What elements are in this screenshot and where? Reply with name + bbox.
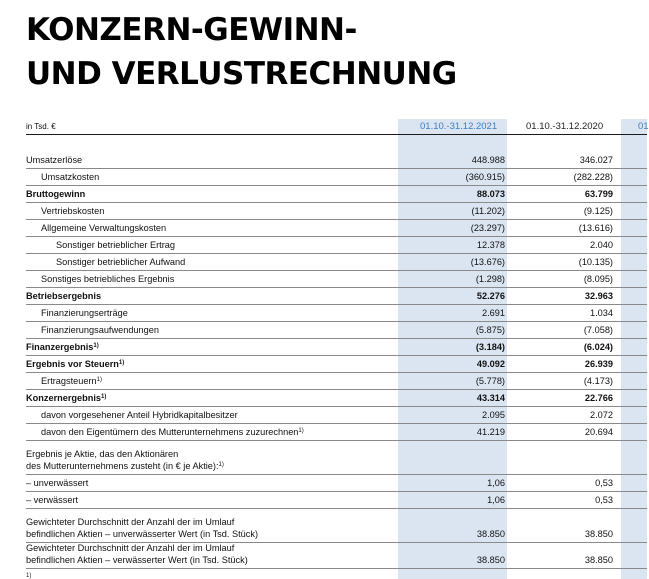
value-2020: 2.072 xyxy=(590,410,613,420)
table-row xyxy=(26,304,647,322)
table-row xyxy=(26,355,647,373)
value-2020: (7.058) xyxy=(583,325,613,335)
value-2021: 43.314 xyxy=(476,393,505,403)
label-text-line-2: befindlichen Aktien – unverwässerter Wert (in Tsd. Stück) xyxy=(26,529,259,539)
value-2020: (282.228) xyxy=(573,172,613,182)
value-2021: (23.297) xyxy=(470,223,505,233)
table-row xyxy=(26,338,647,356)
row-label: Betriebsergebnis xyxy=(26,291,102,301)
unit-label: in Tsd. € xyxy=(26,122,56,131)
value-2021: 12.378 xyxy=(476,240,505,250)
value-2021: 41.219 xyxy=(476,427,505,437)
table-row xyxy=(26,253,647,271)
table-row xyxy=(26,202,647,220)
value-2020: (9.125) xyxy=(583,206,613,216)
row-label: Vertriebskosten xyxy=(41,206,105,216)
row-label: – verwässert xyxy=(26,495,79,505)
footnote-marker: 1) xyxy=(298,428,304,434)
row-label xyxy=(26,392,106,404)
row-label: Bruttogewinn xyxy=(26,189,86,199)
value-2020: 22.766 xyxy=(584,393,613,403)
value-2020: 0,53 xyxy=(595,495,613,505)
value-2021: 49.092 xyxy=(476,359,505,369)
table-row xyxy=(26,423,647,441)
value-2020: 38.850 xyxy=(584,555,613,565)
value-2021: 448.988 xyxy=(471,155,505,165)
value-2021: 52.276 xyxy=(476,291,505,301)
value-2020: (13.616) xyxy=(578,223,613,233)
label-text: Gewichteter Durchschnitt der Anzahl der im Umlauf xyxy=(26,517,235,527)
value-2020: (6.024) xyxy=(583,342,613,352)
label-text: Ertragsteuern xyxy=(41,376,97,386)
row-label: davon vorgesehener Anteil Hybridkapitalbesitzer xyxy=(41,410,238,420)
table-row xyxy=(26,534,647,569)
value-2021: (13.676) xyxy=(470,257,505,267)
value-2021: (360.915) xyxy=(465,172,505,182)
value-2021: 1,06 xyxy=(487,478,505,488)
column-header-2020: 01.10.-31.12.2020 xyxy=(526,121,604,132)
row-label: Sonstiges betriebliches Ergebnis xyxy=(41,274,175,284)
value-2020: 346.027 xyxy=(579,155,613,165)
row-label xyxy=(41,426,304,438)
footnote-marker: 1) xyxy=(101,394,107,400)
value-2020: 38.850 xyxy=(584,529,613,539)
table-row xyxy=(26,372,647,390)
value-2020: 63.799 xyxy=(584,189,613,199)
row-label: Sonstiger betrieblicher Aufwand xyxy=(56,257,186,267)
row-label: Allgemeine Verwaltungskosten xyxy=(41,223,167,233)
table-row xyxy=(26,440,647,475)
table-row xyxy=(26,474,647,492)
footnote-marker-bottom: 1) xyxy=(26,573,32,579)
table-row xyxy=(26,321,647,339)
label-text-line-2: befindlichen Aktien – verwässerter Wert (in Tsd. Stück) xyxy=(26,555,248,565)
value-2021: 38.850 xyxy=(476,529,505,539)
table-row xyxy=(26,236,647,254)
table-row xyxy=(26,389,647,407)
value-2021: 38.850 xyxy=(476,555,505,565)
title-line-2: UND VERLUSTRECHNUNG xyxy=(26,56,457,92)
footnote-marker: 1) xyxy=(118,360,125,366)
row-label xyxy=(41,375,102,387)
row-label: Sonstiger betrieblicher Ertrag xyxy=(56,240,175,250)
value-2021: 2.691 xyxy=(482,308,505,318)
table-row xyxy=(26,287,647,305)
value-2021: 1,06 xyxy=(487,495,505,505)
value-2020: (4.173) xyxy=(583,376,613,386)
table-row xyxy=(26,168,647,186)
title-line-1: KONZERN-GEWINN- xyxy=(26,12,357,48)
value-2020: 20.694 xyxy=(584,427,613,437)
footnote-marker: 1) xyxy=(93,343,99,349)
table-row xyxy=(26,406,647,424)
value-2020: 2.040 xyxy=(590,240,613,250)
table-row xyxy=(26,219,647,237)
row-label: Umsatzerlöse xyxy=(26,155,83,165)
row-label xyxy=(26,448,224,472)
label-text: Gewichteter Durchschnitt der Anzahl der im Umlauf xyxy=(26,543,235,553)
footnote-marker: 1) xyxy=(218,462,224,468)
value-2021: (5.875) xyxy=(475,325,505,335)
value-2021: 2.095 xyxy=(482,410,505,420)
table-row xyxy=(26,151,647,169)
footnote-marker: 1) xyxy=(96,377,103,383)
value-2020: 1.034 xyxy=(590,308,613,318)
table-row xyxy=(26,270,647,288)
page-title xyxy=(26,8,457,96)
label-text: Ergebnis je Aktie, das den Aktionären xyxy=(26,449,179,459)
table-row xyxy=(26,491,647,509)
header-rule xyxy=(26,134,647,135)
value-2021: (11.202) xyxy=(471,206,505,216)
row-label: Finanzierungserträge xyxy=(41,308,128,318)
row-label: Umsatzkosten xyxy=(41,172,100,182)
label-text: Konzernergebnis xyxy=(26,393,102,403)
value-2020: (8.095) xyxy=(583,274,613,284)
value-2021: 88.073 xyxy=(476,189,505,199)
label-text: davon den Eigentümern des Mutterunternehmens zuzurechnen xyxy=(41,427,299,437)
label-text: Finanzergebnis xyxy=(26,342,94,352)
value-2020: 26.939 xyxy=(584,359,613,369)
row-label xyxy=(26,341,99,353)
value-2021: (3.184) xyxy=(475,342,505,352)
value-2020: (10.135) xyxy=(578,257,613,267)
column-header-cut: 01 xyxy=(638,121,649,132)
value-2021: (5.778) xyxy=(475,376,505,386)
value-2020: 32.963 xyxy=(584,291,613,301)
row-label: Finanzierungsaufwendungen xyxy=(41,325,159,335)
label-text: Ergebnis vor Steuern xyxy=(26,359,119,369)
row-label xyxy=(26,358,124,370)
value-2021: (1.298) xyxy=(475,274,505,284)
table-row xyxy=(26,185,647,203)
value-2020: 0,53 xyxy=(595,478,613,488)
column-header-2021: 01.10.-31.12.2021 xyxy=(420,121,498,132)
row-label: – unverwässert xyxy=(26,478,89,488)
row-label xyxy=(26,542,248,566)
label-text-line-2: des Mutterunternehmens zusteht (in € je Aktie): xyxy=(26,461,219,471)
